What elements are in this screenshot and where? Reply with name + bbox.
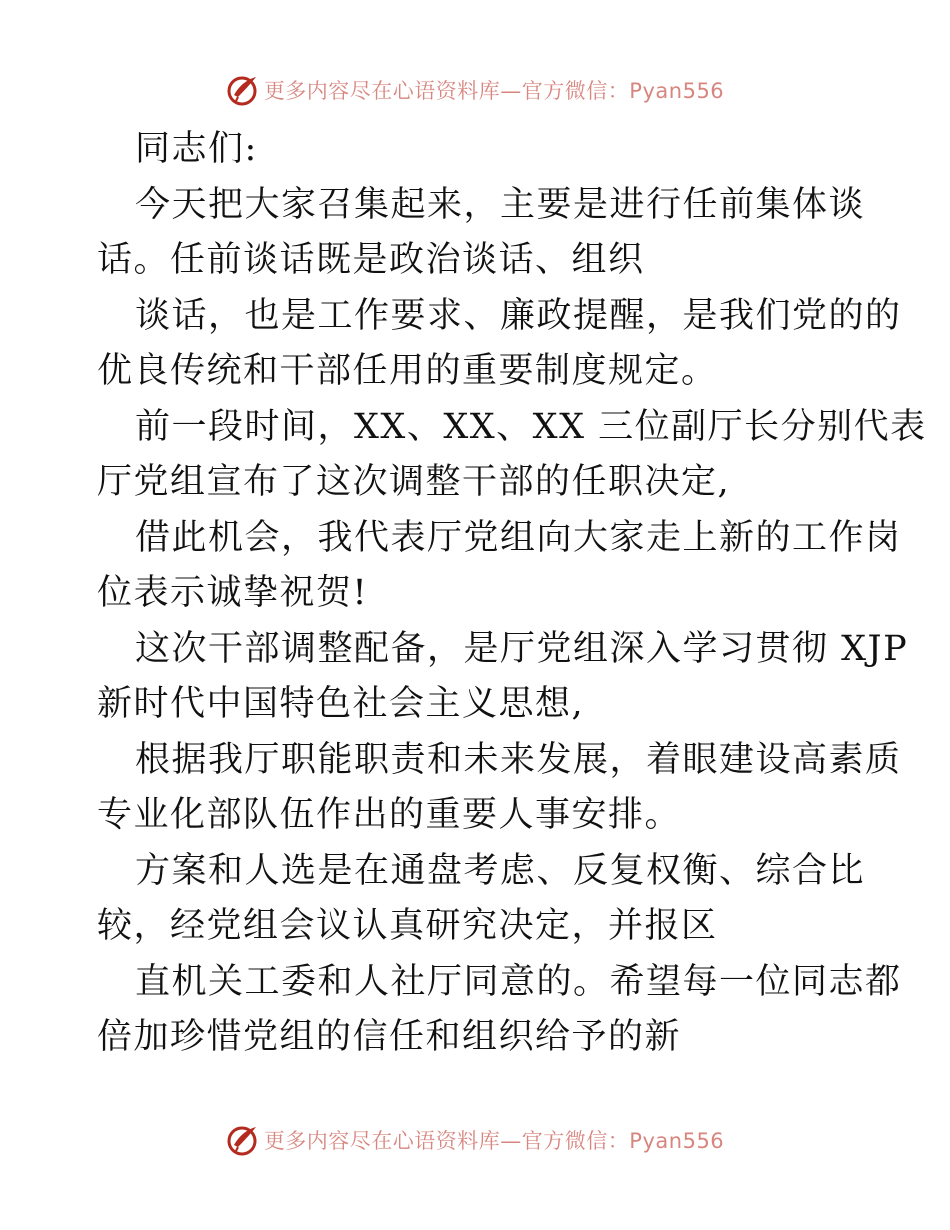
text-line: 专业化部队伍作出的重要人事安排。 [97,795,682,835]
text-line: 根据我厅职能职责和未来发展，着眼建设高素质 [135,739,902,780]
banner-text: 更多内容尽在心语资料库—官方微信：Pyan556 [263,79,725,103]
text-line: 这次干部调整配备，是厅党组深入学习贯彻 XJP [135,628,909,669]
quill-logo-icon [226,1123,260,1157]
text-line: 借此机会，我代表厅党组向大家走上新的工作岗 [135,517,902,558]
text-line: 话。任前谈话既是政治谈话、组织 [97,240,645,280]
text-line: 同志们: [135,129,258,169]
text-line: 优良传统和干部任用的重要制度规定。 [97,351,718,391]
quill-logo-icon [226,73,260,107]
text-line: 较，经党组会议认真研究决定，并报区 [97,906,718,946]
text-line: 倍加珍惜党组的信任和组织给予的新 [97,1017,682,1057]
text-line: 位表示诚挚祝贺! [97,573,369,613]
text-line: 前一段时间，XX、XX、XX 三位副厅长分别代表 [135,406,927,447]
text-line: 今天把大家召集起来，主要是进行任前集体谈 [135,184,866,225]
text-line: 新时代中国特色社会主义思想, [97,684,585,724]
document-body [97,122,927,1066]
text-line: 谈话，也是工作要求、廉政提醒，是我们党的的 [135,295,902,336]
text-line: 厅党组宣布了这次调整干部的任职决定, [97,462,731,502]
footer-banner [0,1120,950,1160]
header-banner [0,70,950,110]
text-line: 直机关工委和人社厅同意的。希望每一位同志都 [135,961,902,1002]
text-line: 方案和人选是在通盘考虑、反复权衡、综合比 [135,850,866,891]
banner-text: 更多内容尽在心语资料库—官方微信：Pyan556 [263,1129,725,1153]
